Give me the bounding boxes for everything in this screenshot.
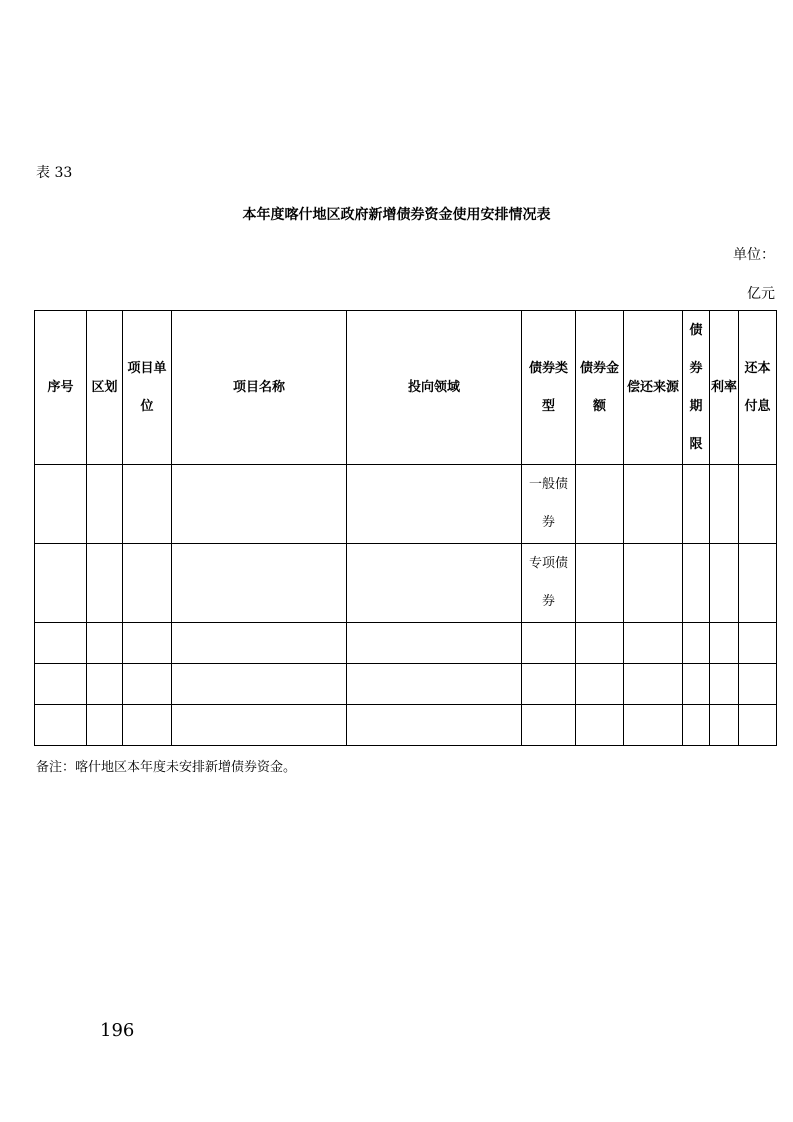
header-interest-rate: 利率 (710, 311, 739, 465)
header-investment-domain: 投向领域 (347, 311, 522, 465)
bond-allocation-table (34, 310, 777, 746)
header-seq: 序号 (35, 311, 87, 465)
header-bond-amount: 债券金 额 (576, 311, 624, 465)
page-number: 196 (100, 1020, 135, 1041)
table-row (35, 465, 777, 544)
header-principal-interest: 还本 付息 (739, 311, 777, 465)
page-title: 本年度喀什地区政府新增债券资金使用安排情况表 (242, 207, 551, 223)
table-row (35, 664, 777, 705)
table-row (35, 544, 777, 623)
header-bond-term: 债 券 期 限 (683, 311, 710, 465)
header-bond-type: 债券类 型 (522, 311, 576, 465)
unit-value: 亿元 (747, 286, 775, 302)
header-district: 区划 (87, 311, 123, 465)
table-label: 表 33 (36, 165, 73, 181)
table-header-row (35, 311, 777, 465)
unit-label: 单位： (733, 247, 775, 263)
table-note: 备注：喀什地区本年度未安排新增债券资金。 (36, 760, 297, 775)
header-project-unit: 项目单 位 (123, 311, 172, 465)
bond-type-cell: 专项债 券 (522, 544, 576, 623)
header-repayment-source: 偿还来源 (624, 311, 683, 465)
header-project-name: 项目名称 (172, 311, 347, 465)
bond-type-cell: 一般债 券 (522, 465, 576, 544)
table-row (35, 705, 777, 746)
table-row (35, 623, 777, 664)
